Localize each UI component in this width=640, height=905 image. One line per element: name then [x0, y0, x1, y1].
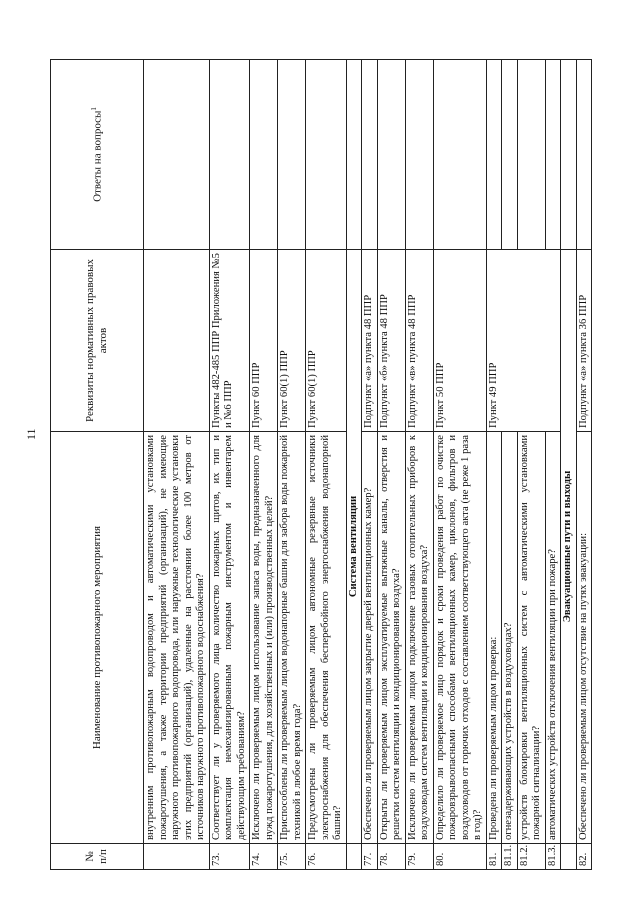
- row-answer: [486, 60, 502, 250]
- table-row: [486, 60, 502, 870]
- row-name: Определило ли проверяемое лицо порядок и сроки проведения работ по очистке пожаровзрывоопасными способами вентиляционных камер, циклонов, фильтров и воздуховодов от горючих отходов с составлением соответствующего акта (не реже 1 раза в год)?: [433, 432, 486, 844]
- table-row: [576, 60, 592, 870]
- row-name: автоматических устройств отключения вентиляции при пожаре?: [545, 432, 561, 844]
- rotated-table-container: [50, 60, 610, 870]
- row-req: [144, 250, 210, 432]
- section-answer-cell: [561, 60, 577, 250]
- row-name: устройств блокировки вентиляционных систем с автоматическими установками пожарной сигнализации?: [517, 432, 545, 844]
- page-number: 11: [24, 428, 38, 440]
- row-req: Пункты 482-485 ППР Приложения №5 и №6 ППР: [209, 250, 250, 432]
- row-answer: [545, 60, 561, 250]
- row-name: Исключено ли проверяемым лицом подключение газовых отопительных приборов к воздуховодам систем вентиляции и кондиционирования воздуха?: [405, 432, 433, 844]
- table-row: [545, 60, 561, 870]
- section-row: [346, 60, 362, 870]
- table-row: [502, 60, 518, 870]
- row-answer: [377, 60, 405, 250]
- header-answers-label: Ответы на вопросы: [91, 110, 104, 202]
- row-num: 80.: [433, 844, 486, 870]
- row-req: Подпункт «в» пункта 48 ППР: [405, 250, 433, 432]
- row-answer: [362, 60, 378, 250]
- row-name: внутренним противопожарным водопроводом и автоматическими установками пожаротушения, а также территории предприятий (организаций), не имеющие наружного противопожарного водопровода, или наружные технологические установки этих предприятий (организаций), удаленные на расстоянии более 100 метров от источников наружного противопожарного водоснабжения?: [144, 432, 210, 844]
- row-answer: [502, 60, 518, 250]
- row-req: Подпункт «а» пункта 36 ППР: [576, 250, 592, 432]
- row-answer: [576, 60, 592, 250]
- table-row: [278, 60, 306, 870]
- row-answer: [517, 60, 545, 250]
- row-num: 77.: [362, 844, 378, 870]
- header-num: № п/п: [51, 844, 144, 870]
- table-row: [306, 60, 347, 870]
- row-num: 74.: [250, 844, 278, 870]
- table-row: [250, 60, 278, 870]
- row-req: Подпункт «а» пункта 48 ППР: [362, 250, 378, 432]
- row-name: Предусмотрены ли проверяемым лицом автономные резервные источники электроснабжения для обеспечения бесперебойного энергоснабжения водонапорной башни?: [306, 432, 347, 844]
- table-row: [362, 60, 378, 870]
- row-answer: [433, 60, 486, 250]
- row-num: 79.: [405, 844, 433, 870]
- row-name: Обеспечено ли проверяемым лицом закрытие дверей вентиляционных камер?: [362, 432, 378, 844]
- row-num: 78.: [377, 844, 405, 870]
- row-name: Приспособлены ли проверяемым лицом водонапорные башни для забора воды пожарной техникой в любое время года?: [278, 432, 306, 844]
- fire-safety-checklist-table: [50, 59, 592, 870]
- section-num-cell: [561, 844, 577, 870]
- row-answer: [278, 60, 306, 250]
- row-req: Пункт 60(1) ППР: [278, 250, 306, 432]
- header-row: [51, 60, 144, 870]
- row-name: огнезадерживающих устройств в воздуховодах?: [502, 432, 518, 844]
- table-row: [405, 60, 433, 870]
- row-req: Подпункт «б» пункта 48 ППР: [377, 250, 405, 432]
- table-row: [517, 60, 545, 870]
- row-answer: [306, 60, 347, 250]
- row-num: 81.1.: [502, 844, 518, 870]
- row-name: Проведена ли проверяемым лицом проверка:: [486, 432, 502, 844]
- header-requisites: Реквизиты нормативных правовых актов: [51, 250, 144, 432]
- section-title-evacuation: Эвакуационные пути и выходы: [561, 250, 577, 844]
- row-name: Соответствует ли у проверяемого лица количество пожарных щитов, их тип и комплектация немеханизированным пожарным инструментом и инвентарем действующим требованиям?: [209, 432, 250, 844]
- row-answer: [405, 60, 433, 250]
- row-name: Обеспечено ли проверяемым лицом отсутствие на путях эвакуации:: [576, 432, 592, 844]
- row-answer: [250, 60, 278, 250]
- footnote-mark: 1: [89, 107, 98, 111]
- table-row: [144, 60, 210, 870]
- row-num: 81.2.: [517, 844, 545, 870]
- row-name: Исключено ли проверяемым лицом использование запаса воды, предназначенного для нужд пожаротушения, для хозяйственных и (или) производственных целей?: [250, 432, 278, 844]
- row-num: 76.: [306, 844, 347, 870]
- row-answer: [209, 60, 250, 250]
- header-name: Наименование противопожарного мероприятия: [51, 432, 144, 844]
- row-req: Пункт 60(1) ППР: [306, 250, 347, 432]
- row-answer: [144, 60, 210, 250]
- row-num: 82.: [576, 844, 592, 870]
- table-row: [433, 60, 486, 870]
- row-num: 81.3.: [545, 844, 561, 870]
- table-row: [209, 60, 250, 870]
- table-row: [377, 60, 405, 870]
- row-req: Пункт 60 ППР: [250, 250, 278, 432]
- row-num: [144, 844, 210, 870]
- row-name: Открыты ли проверяемым лицом эксплуатируемые вытяжные каналы, отверстия и решетки систем вентиляции и кондиционирования воздуха?: [377, 432, 405, 844]
- header-answers: [51, 60, 144, 250]
- row-num: 75.: [278, 844, 306, 870]
- row-num: 73.: [209, 844, 250, 870]
- section-num-cell: [346, 844, 362, 870]
- row-req: Пункт 50 ППР: [433, 250, 486, 432]
- row-num: 81.: [486, 844, 502, 870]
- row-req: Пункт 49 ППР: [486, 250, 561, 432]
- section-title-ventilation: Система вентиляции: [346, 250, 362, 844]
- section-row: [561, 60, 577, 870]
- section-answer-cell: [346, 60, 362, 250]
